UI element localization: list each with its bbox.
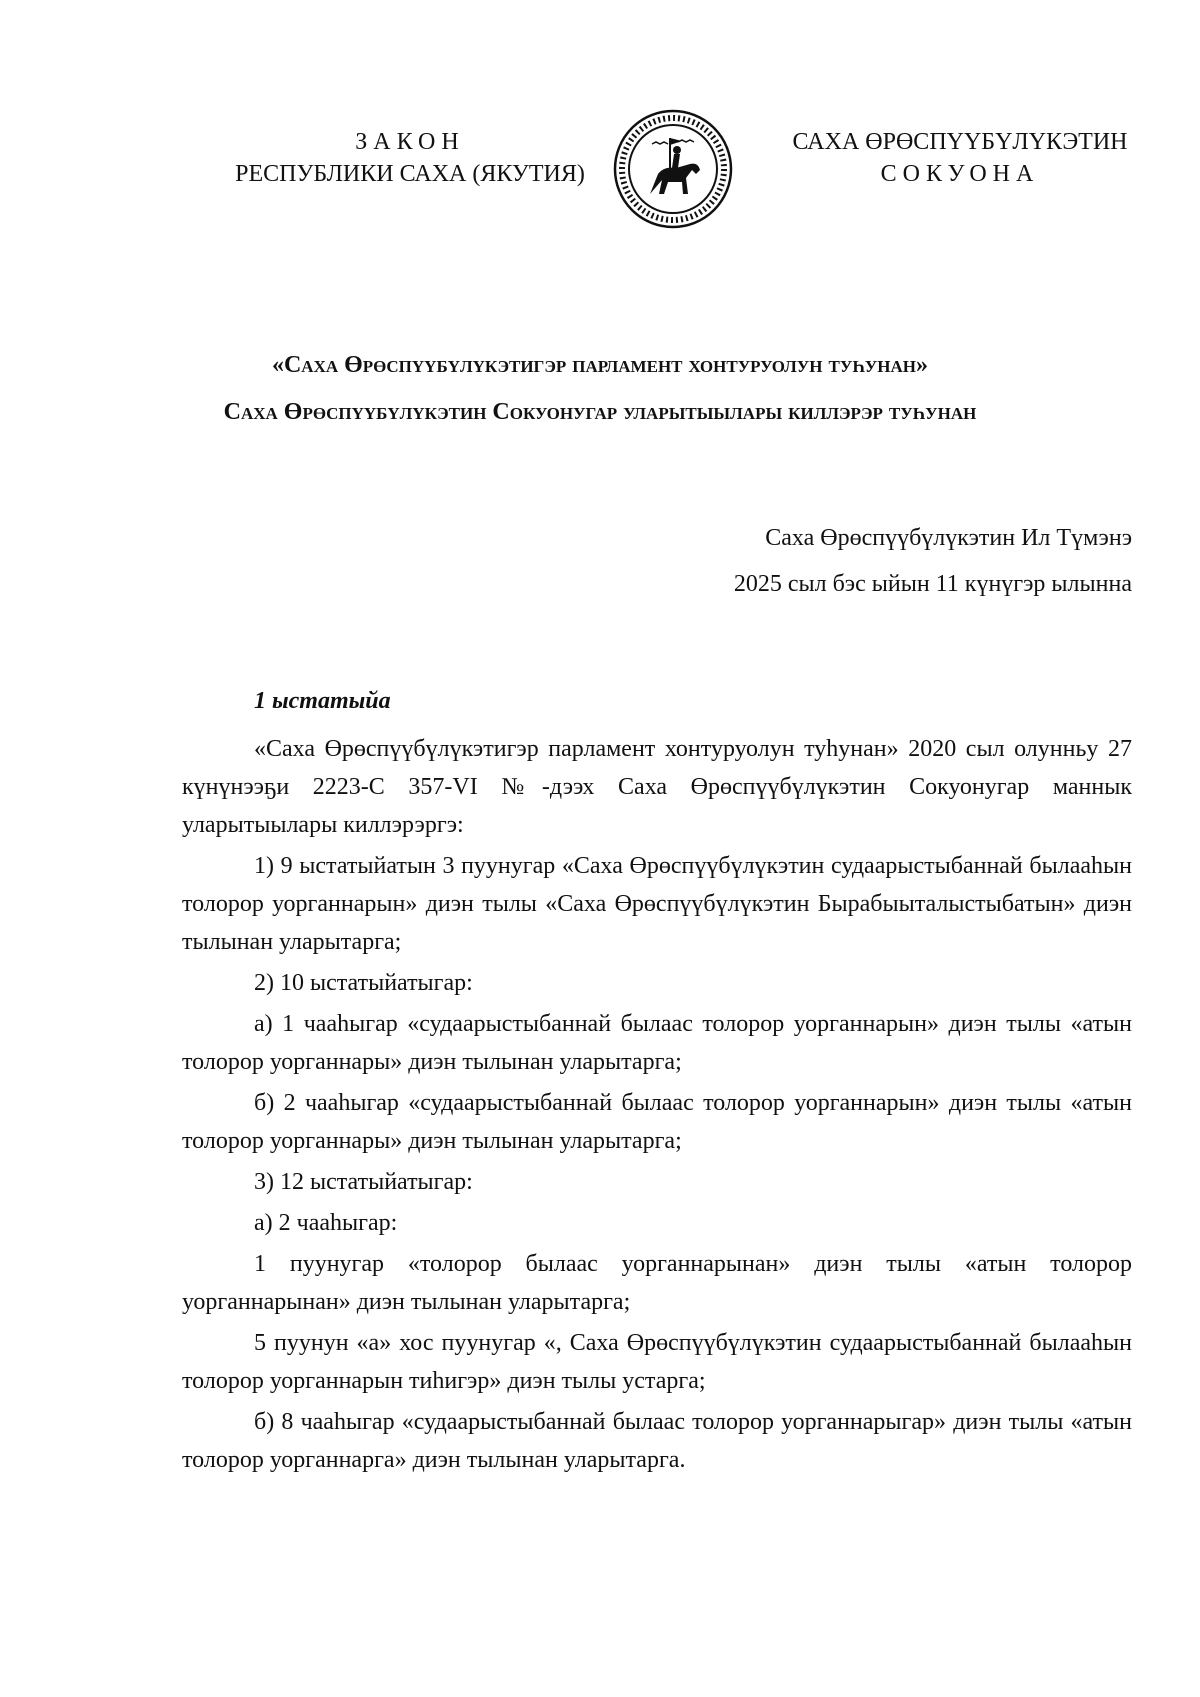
article-heading: 1 ыстатыйа: [254, 688, 391, 714]
republic-name-ru: РЕСПУБЛИКИ САХА (ЯКУТИЯ): [235, 161, 585, 187]
article-paragraph: б) 2 чааһыгар «судаарыстыбаннай былаас толорор уорганнарын» диэн тылы «атын толорор уорганнары» диэн тылынан уларытарга;: [182, 1090, 1132, 1154]
law-title-line1: «Саха Өрөспүүбүлүкэтигэр парламент хонтуруолун туһунан»: [271, 352, 929, 378]
header-right: [760, 126, 1160, 190]
article-paragraph: а) 1 чааһыгар «судаарыстыбаннай былаас толорор уорганнарын» диэн тылы «атын толорор уорганнары» диэн тылынан уларытарга;: [182, 1011, 1132, 1075]
article-paragraph: 2) 10 ыстатыйатыгар:: [254, 970, 473, 996]
article-paragraph: «Саха Өрөспүүбүлүкэтигэр парламент хонтуруолун туһунан» 2020 сыл олунньу 27 күнүнээҕи 2223-С 357-VI №-дээх Саха Өрөспүүбүлүкэтин Сокуонугар маннык уларытыылары киллэрэргэ:: [182, 736, 1132, 838]
article-paragraph: 3) 12 ыстатыйатыгар:: [254, 1169, 473, 1195]
law-label-sakha: СОКУОНА: [880, 161, 1040, 187]
article-paragraph: 5 пуунун «а» хос пуунугар «, Саха Өрөспүүбүлүкэтин судаарыстыбаннай былааһын толорор уорганнарын тиһигэр» диэн тылы устарга;: [182, 1330, 1132, 1394]
header-left: [200, 126, 620, 190]
coat-of-arms-emblem-icon: [612, 108, 734, 230]
article-body: [182, 730, 1132, 1482]
article-paragraph: 1) 9 ыстатыйатын 3 пуунугар «Саха Өрөспүүбүлүкэтин судаарыстыбаннай былааһын толорор уорганнарын» диэн тылы «Саха Өрөспүүбүлүкэтин Бырабыыталыстыбатын» диэн тылынан уларытарга;: [182, 853, 1132, 955]
law-title-line2: Саха Өрөспүүбүлүкэтин Сокуонугар уларытыылары киллэрэр туһунан: [223, 399, 977, 425]
article-paragraph: а) 2 чааһыгар:: [254, 1210, 398, 1236]
article-paragraph: б) 8 чааһыгар «судаарыстыбаннай былаас толорор уорганнарыгар» диэн тылы «атын толорор уорганнарга» диэн тылынан уларытарга.: [182, 1409, 1132, 1473]
adoption-date: 2025 сыл бэс ыйын 11 күнүгэр ылынна: [733, 571, 1132, 597]
republic-name-sakha: САХА ӨРӨСПҮҮБҮЛҮКЭТИН: [792, 129, 1128, 155]
article-paragraph: 1 пуунугар «толорор былаас уорганнарынан» диэн тылы «атын толорор уорганнарынан» диэн тылынан уларытарга;: [182, 1251, 1132, 1315]
adopted-by: Саха Өрөспүүбүлүкэтин Ил Түмэнэ: [765, 525, 1132, 551]
law-label-ru: ЗАКОН: [355, 129, 465, 155]
